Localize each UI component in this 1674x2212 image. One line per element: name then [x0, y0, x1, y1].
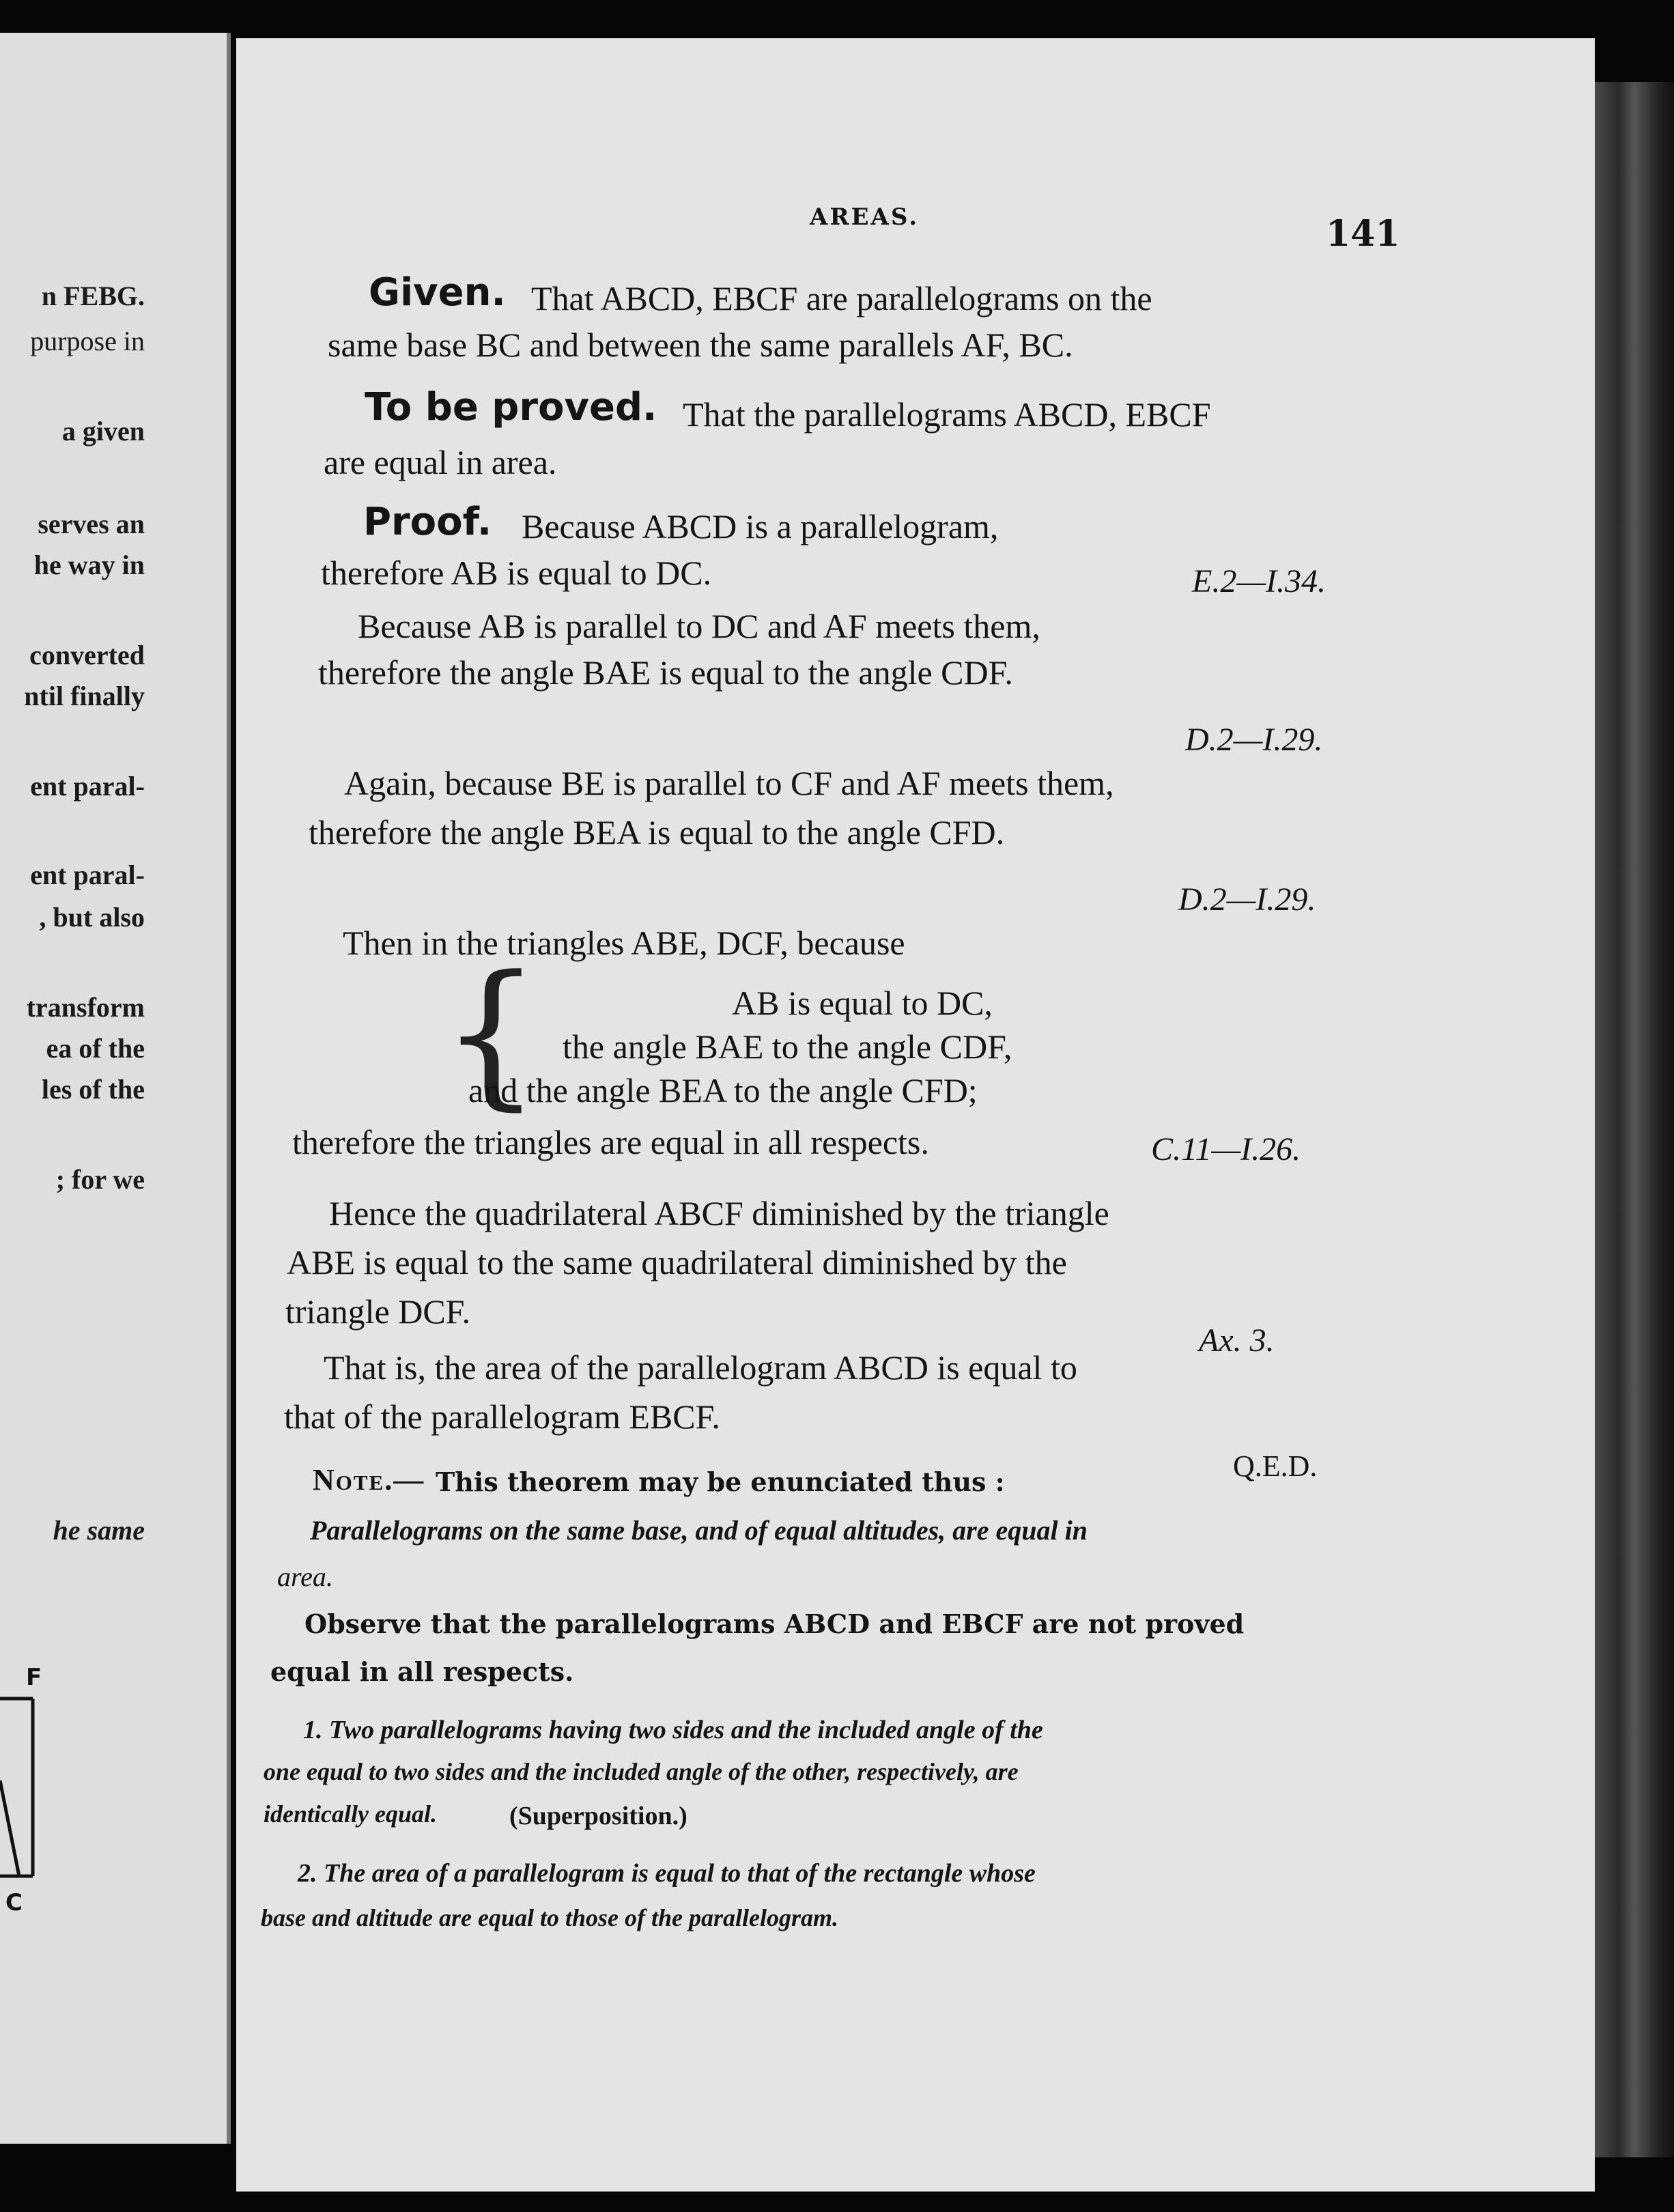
figure-label-f: F	[26, 1664, 42, 1691]
proof-reference: C.11—I.26.	[1151, 1131, 1301, 1167]
qed-mark: Q.E.D.	[1233, 1449, 1318, 1483]
left-text-line: ea of the	[46, 1033, 145, 1064]
page-number: 141	[1326, 213, 1400, 255]
given-heading: Given.	[369, 270, 506, 315]
corollary-line: one equal to two sides and the included angle of the other, respectively, are	[264, 1758, 1019, 1785]
corollary-note: (Superposition.)	[509, 1802, 687, 1830]
corollary-line: 1. Two parallelograms having two sides and the included angle of the	[303, 1716, 1043, 1744]
left-text-line: n FEBG.	[41, 281, 145, 311]
brace-condition: AB is equal to DC,	[732, 984, 993, 1022]
left-text-line: , but also	[39, 902, 145, 933]
proof-heading: Proof.	[363, 500, 492, 544]
note-text: This theorem may be enunciated thus :	[436, 1466, 1005, 1497]
note-italic-line: area.	[277, 1561, 333, 1592]
proof-line: Hence the quadrilateral ABCF diminished by the triangle	[329, 1194, 1109, 1232]
figure-label-c: C	[5, 1889, 23, 1916]
left-text-line: ent paral-	[30, 860, 145, 890]
proof-line: Again, because BE is parallel to CF and AF meets them,	[344, 764, 1114, 802]
proof-line: ABE is equal to the same quadrilateral diminished by the	[287, 1243, 1067, 1281]
left-text-line: he same	[53, 1515, 145, 1546]
proof-line: Because AB is parallel to DC and AF meets them,	[358, 607, 1040, 645]
proof-line: Then in the triangles ABE, DCF, because	[343, 924, 905, 962]
left-text-line: serves an	[38, 509, 145, 539]
left-text-line: les of the	[41, 1074, 145, 1105]
to-be-proved-line-2: are equal in area.	[324, 443, 557, 481]
observe-line: equal in all respects.	[270, 1656, 574, 1687]
left-text-line: ent paral-	[30, 771, 145, 802]
proof-reference: Ax. 3.	[1199, 1322, 1275, 1359]
proof-line: therefore the angle BEA is equal to the angle CFD.	[309, 813, 1005, 851]
left-text-line: ntil finally	[24, 681, 145, 711]
brace-condition: the angle BAE to the angle CDF,	[563, 1027, 1012, 1066]
left-text-line: ; for we	[55, 1164, 145, 1195]
corollary-line: base and altitude are equal to those of the parallelogram.	[261, 1904, 839, 1931]
proof-reference: E.2—I.34.	[1192, 563, 1326, 599]
running-title: AREAS.	[810, 203, 920, 231]
corollary-line: 2. The area of a parallelogram is equal to that of the rectangle whose	[298, 1859, 1036, 1888]
left-text-line: converted	[29, 640, 145, 670]
proof-reference: D.2—I.29.	[1185, 722, 1323, 758]
left-text-line: purpose in	[30, 326, 145, 356]
brace-condition: and the angle BEA to the angle CFD;	[468, 1071, 978, 1109]
proof-reference: D.2—I.29.	[1178, 881, 1316, 918]
left-text-line: a given	[61, 416, 145, 446]
left-page-fragment	[0, 33, 231, 2144]
proof-line: That is, the area of the parallelogram ABCD is equal to	[324, 1348, 1077, 1387]
book-page-edge	[1595, 82, 1674, 2157]
corollary-line: identically equal.	[264, 1800, 437, 1828]
proof-line: triangle DCF.	[285, 1292, 470, 1331]
observe-line: Observe that the parallelograms ABCD and EBCF are not proved	[304, 1608, 1245, 1639]
note-italic-line: Parallelograms on the same base, and of equal altitudes, are equal in	[310, 1515, 1088, 1546]
to-be-proved-heading: To be proved.	[365, 385, 657, 429]
proof-line: that of the parallelogram EBCF.	[284, 1398, 720, 1436]
proof-line: Because ABCD is a parallelogram,	[522, 507, 999, 545]
proof-line: therefore the angle BAE is equal to the angle CDF.	[318, 653, 1013, 692]
to-be-proved-line-1: That the parallelograms ABCD, EBCF	[683, 395, 1211, 434]
right-page	[236, 38, 1595, 2192]
given-line-2: same base BC and between the same parallels AF, BC.	[328, 326, 1073, 364]
note-label: Note.—	[313, 1463, 425, 1497]
proof-line: therefore AB is equal to DC.	[321, 554, 712, 592]
proof-line: therefore the triangles are equal in all respects.	[292, 1123, 929, 1161]
given-line-1: That ABCD, EBCF are parallelograms on the	[531, 279, 1152, 317]
left-text-line: transform	[26, 992, 145, 1023]
brace-symbol: {	[441, 943, 541, 1125]
left-figure-fragment	[0, 1644, 61, 1917]
left-text-line: he way in	[33, 550, 145, 580]
